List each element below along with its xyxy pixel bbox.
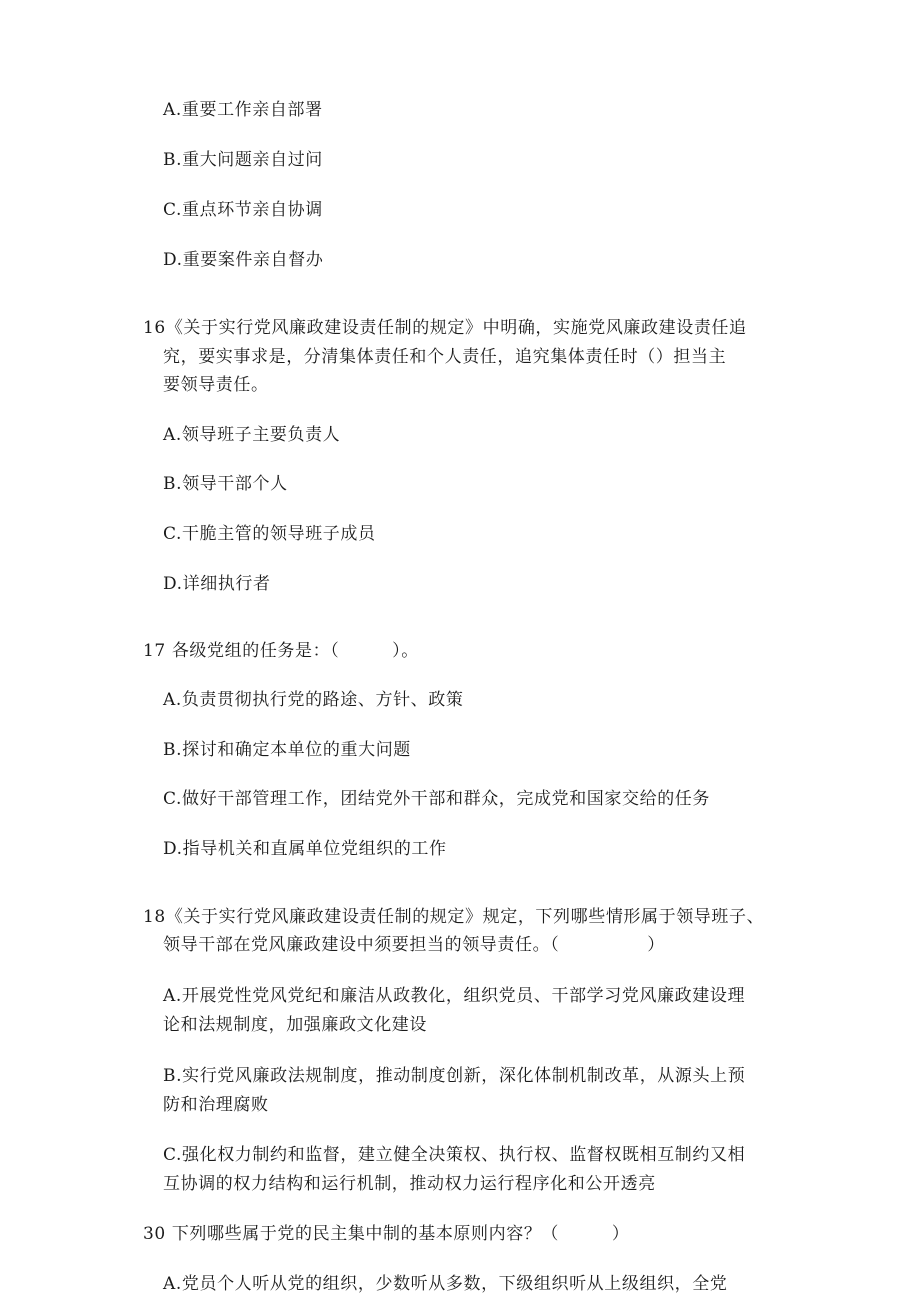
option-line: B.探讨和确定本单位的重大问题	[163, 740, 411, 760]
option-line: B.重大问题亲自过问	[163, 150, 323, 170]
question-16-line-2: 究，要实事求是，分清集体责任和个人责任，追究集体责任时（）担当主	[163, 347, 727, 367]
option-line: D.详细执行者	[163, 574, 271, 594]
option-line-1: A.开展党性党风党纪和廉洁从政教化，组织党员、干部学习党风廉政建设理	[163, 986, 746, 1006]
option-line: C.干脆主管的领导班子成员	[163, 524, 376, 544]
option-line: B.领导干部个人	[163, 474, 288, 494]
option-line: D.重要案件亲自督办	[163, 250, 324, 270]
option-line: C.重点环节亲自协调	[163, 200, 323, 220]
option-line: A.负责贯彻执行党的路途、方针、政策	[163, 690, 464, 710]
option-line: A.党员个人听从党的组织，少数听从多数，下级组织听从上级组织，全党	[163, 1274, 728, 1294]
option-line-2: 论和法规制度，加强廉政文化建设	[163, 1015, 427, 1035]
question-18-line-1: 18《关于实行党风廉政建设责任制的规定》规定，下列哪些情形属于领导班子、	[143, 907, 765, 927]
option-line-1: C.强化权力制约和监督，建立健全决策权、执行权、监督权既相互制约又相	[163, 1145, 746, 1165]
option-line-2: 防和治理腐败	[163, 1095, 269, 1115]
question-16-line-3: 要领导责任。	[163, 375, 269, 395]
option-line-2: 互协调的权力结构和运行机制，推动权力运行程序化和公开透亮	[163, 1174, 656, 1194]
question-30-line-1: 30 下列哪些属于党的民主集中制的基本原则内容？（ ）	[143, 1224, 630, 1244]
option-line: A.领导班子主要负责人	[163, 425, 341, 445]
question-17-line-1: 17 各级党组的任务是：（ ）。	[143, 641, 419, 661]
option-line: C.做好干部管理工作，团结党外干部和群众，完成党和国家交给的任务	[163, 789, 711, 809]
option-line-1: B.实行党风廉政法规制度，推动制度创新，深化体制机制改革，从源头上预	[163, 1066, 746, 1086]
option-line: D.指导机关和直属单位党组织的工作	[163, 839, 447, 859]
question-18-line-2: 领导干部在党风廉政建设中须要担当的领导责任。（ ）	[163, 935, 665, 955]
option-line: A.重要工作亲自部署	[163, 100, 323, 120]
question-16-line-1: 16《关于实行党风廉政建设责任制的规定》中明确，实施党风廉政建设责任追	[143, 318, 747, 338]
